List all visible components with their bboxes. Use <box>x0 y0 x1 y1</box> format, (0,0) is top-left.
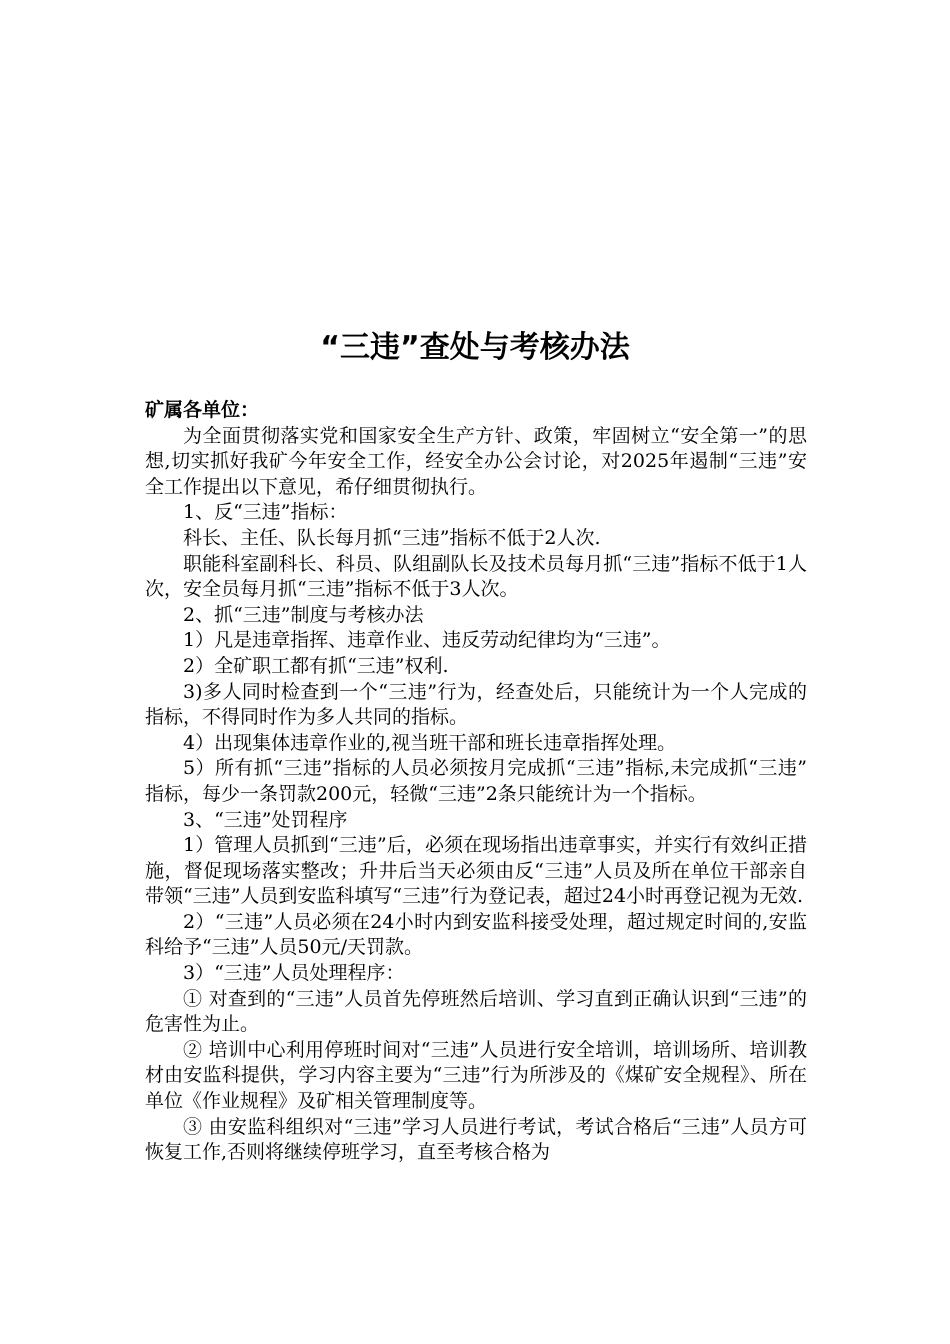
paragraph: 科长、主任、队长每月抓“三违”指标不低于2人次. <box>183 526 601 549</box>
heading-section-2: 2、抓“三违”制度与考核办法 <box>183 603 424 626</box>
sub-list-item: ① 对查到的“三违”人员首先停班然后培训、学习直到正确认识到“三违”的危害性为止。 <box>145 987 807 1036</box>
salutation: 矿属各单位： <box>145 399 260 421</box>
list-item: 2）全矿职工都有抓“三违”权利. <box>183 654 449 677</box>
list-item: 3）“三违”人员处理程序： <box>183 962 405 985</box>
list-item: 5）所有抓“三违”指标的人员必须按月完成抓“三违”指标,未完成抓“三违”指标，每少一条罚款200元，轻微“三违”2条只能统计为一个指标。 <box>145 757 807 805</box>
paragraph: 职能科室副科长、科员、队组副队长及技术员每月抓“三违”指标不低于1人次，安全员每月抓“三违”指标不低于3人次。 <box>145 552 807 601</box>
list-item: 1）凡是违章指挥、违章作业、违反劳动纪律均为“三违”。 <box>183 629 671 652</box>
sub-list-item: ③ 由安监科组织对“三违”学习人员进行考试，考试合格后“三违”人员方可恢复工作,否则将继续停班学习，直至考核合格为 <box>145 1115 807 1164</box>
page-title: “三违”查处与考核办法 <box>320 330 630 365</box>
paragraph-intro: 为全面贯彻落实党和国家安全生产方针、政策，牢固树立“安全第一”的思想,切实抓好我矿今年安全工作，经安全办公会讨论，对2025年遏制“三违”安全工作提出以下意见，希仔细贯彻执行。 <box>145 424 807 498</box>
document-body <box>145 398 807 1166</box>
heading-section-3: 3、“三违”处罚程序 <box>183 808 348 831</box>
sub-list-item: ② 培训中心利用停班时间对“三违”人员进行安全培训，培训场所、培训教材由安监科提供，学习内容主要为“三违”行为所涉及的《煤矿安全规程》、所在单位《作业规程》及矿相关管理制度等。 <box>145 1038 807 1113</box>
heading-section-1: 1、反“三违”指标： <box>183 501 348 524</box>
list-item: 1）管理人员抓到“三违”后，必须在现场指出违章事实，并实行有效纠正措施，督促现场落实整改；升井后当天必须由反“三违”人员及所在单位干部亲自带领“三违”人员到安监科填写“三违”行为登记表，超过24小时再登记视为无效. <box>145 834 807 908</box>
list-item: 4）出现集体违章作业的,视当班干部和班长违章指挥处理。 <box>183 731 677 754</box>
list-item: 3)多人同时检查到一个“三违”行为，经查处后，只能统计为一个人完成的指标，不得同时作为多人共同的指标。 <box>145 680 807 729</box>
list-item: 2）“三违”人员必须在24小时内到安监科接受处理，超过规定时间的,安监科给予“三违”人员50元/天罚款。 <box>145 910 807 959</box>
